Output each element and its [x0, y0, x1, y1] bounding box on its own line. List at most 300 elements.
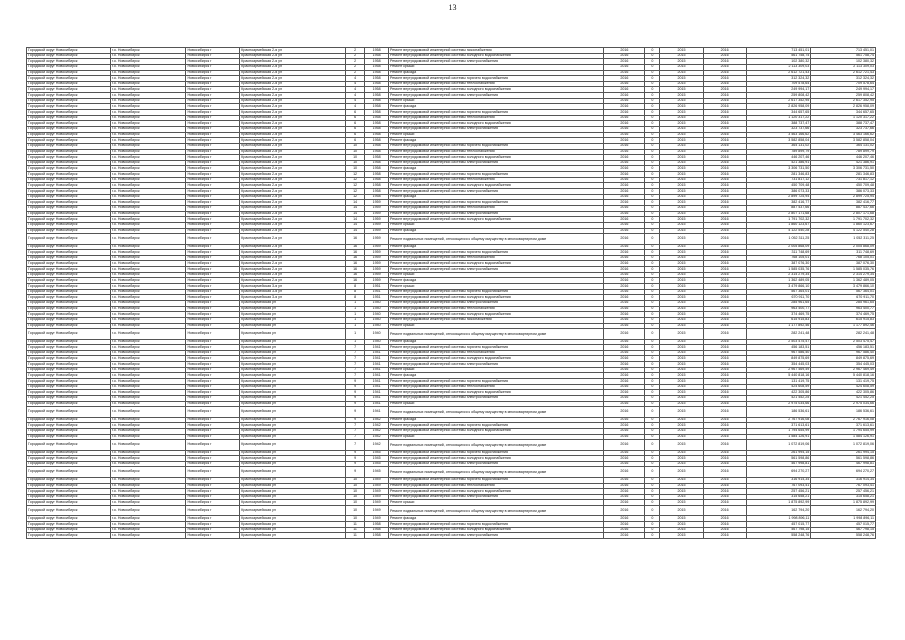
count-cell: 0 [645, 300, 660, 306]
plan-year-cell: 2016 [604, 527, 645, 533]
period-start-cell: 2015 [660, 477, 703, 483]
built-year-cell: 1945 [365, 461, 389, 467]
city-cell: г.о. Новосибирск [111, 428, 186, 434]
period-end-cell: 2016 [703, 132, 746, 138]
cost-cell: 3 582 858,04 [746, 138, 811, 144]
okrug-cell: Городской округ Новосибирск [27, 312, 111, 318]
house-cell: 9 [345, 456, 364, 462]
period-start-cell: 2015 [660, 401, 703, 407]
city-cell: г.о. Новосибирск [111, 93, 186, 99]
city-cell: г.о. Новосибирск [111, 205, 186, 211]
street-cell: Красноармейская 2-я ул [240, 234, 346, 244]
house-cell: 12 [345, 172, 364, 178]
street-cell: Красноармейская 2-я ул [240, 222, 346, 228]
city-cell: г.о. Новосибирск [111, 138, 186, 144]
cost-cell: 670 911,70 [746, 295, 811, 301]
period-end-cell: 2016 [703, 417, 746, 423]
work-type-cell: Ремонт внутридомовой инженерной системы электроснабжения [388, 189, 603, 195]
total-cell: 2 005 868,09 [811, 244, 876, 250]
built-year-cell: 1949 [365, 494, 389, 500]
plan-year-cell: 2016 [604, 306, 645, 312]
okrug-cell: Городской округ Новосибирск [27, 81, 111, 87]
total-cell: 374 469,75 [811, 312, 876, 318]
plan-year-cell: 2016 [604, 121, 645, 127]
period-start-cell: 2015 [660, 183, 703, 189]
city-cell: г.о. Новосибирск [111, 295, 186, 301]
city-cell: г.о. Новосибирск [111, 64, 186, 70]
okrug-cell: Городской округ Новосибирск [27, 222, 111, 228]
total-cell: 424 608,59 [811, 384, 876, 390]
period-end-cell: 2016 [703, 456, 746, 462]
house-cell: 2 [345, 53, 364, 59]
period-end-cell: 2016 [703, 115, 746, 121]
house-cell: 14 [345, 200, 364, 206]
okrug-cell: Городской округ Новосибирск [27, 434, 111, 440]
built-year-cell: 1958 [365, 149, 389, 155]
okrug-cell: Городской округ Новосибирск [27, 500, 111, 506]
period-start-cell: 2015 [660, 350, 703, 356]
work-type-cell: Ремонт внутридомовой инженерной системы горячего водоснабжения [388, 289, 603, 295]
okrug-cell: Городской округ Новосибирск [27, 64, 111, 70]
work-type-cell: Ремонт фасада [388, 228, 603, 234]
work-type-cell: Ремонт фасада [388, 104, 603, 110]
cost-cell: 2 826 958,09 [746, 104, 811, 110]
okrug-cell: Городской округ Новосибирск [27, 183, 111, 189]
total-cell: 2 617 352,95 [811, 98, 876, 104]
okrug-cell: Городской округ Новосибирск [27, 506, 111, 516]
total-cell: 1 875 892,99 [811, 500, 876, 506]
period-start-cell: 2015 [660, 234, 703, 244]
house-cell: 9 [345, 417, 364, 423]
house-cell: 9 [345, 450, 364, 456]
cost-cell: 2 617 352,95 [746, 98, 811, 104]
period-end-cell: 2016 [703, 250, 746, 256]
street-cell: Красноармейская 2-я ул [240, 205, 346, 211]
period-start-cell: 2015 [660, 390, 703, 396]
house-cell: 14 [345, 228, 364, 234]
house-cell: 8 [345, 284, 364, 290]
table-row [27, 407, 876, 417]
plan-year-cell: 2016 [604, 53, 645, 59]
period-end-cell: 2016 [703, 527, 746, 533]
street-cell: Красноармейская ул [240, 417, 346, 423]
house-cell: 6 [345, 132, 364, 138]
total-cell: 421 386,91 [811, 160, 876, 166]
street-cell: Красноармейская 2-я ул [240, 149, 346, 155]
count-cell: 0 [645, 407, 660, 417]
plan-year-cell: 2016 [604, 267, 645, 273]
cost-cell: 1 998 896,11 [746, 516, 811, 522]
house-cell: 4 [345, 98, 364, 104]
plan-year-cell: 2016 [604, 339, 645, 345]
work-type-cell: Ремонт внутридомовой инженерной системы электроснабжения [388, 126, 603, 132]
street-cell: Красноармейская ул [240, 306, 346, 312]
house-cell: 1 [345, 329, 364, 339]
okrug-cell: Городской округ Новосибирск [27, 70, 111, 76]
work-type-cell: Ремонт внутридомовой инженерной системы теплоснабжения [388, 177, 603, 183]
built-year-cell: 1942 [365, 434, 389, 440]
plan-year-cell: 2016 [604, 138, 645, 144]
okrug-cell: Городской округ Новосибирск [27, 450, 111, 456]
plan-year-cell: 2016 [604, 205, 645, 211]
house-cell: 11 [345, 533, 364, 539]
period-end-cell: 2016 [703, 155, 746, 161]
city-cell: г.о. Новосибирск [111, 522, 186, 528]
house-cell: 9 [345, 407, 364, 417]
count-cell: 0 [645, 489, 660, 495]
total-cell: 3 479 866,10 [811, 284, 876, 290]
total-cell: 386 073,33 [811, 189, 876, 195]
built-year-cell: 1958 [365, 183, 389, 189]
settlement-cell: Новосибирск г [186, 489, 240, 495]
street-cell: Красноармейская ул [240, 373, 346, 379]
cost-cell: 323 737,66 [746, 126, 811, 132]
settlement-cell: Новосибирск г [186, 155, 240, 161]
count-cell: 0 [645, 149, 660, 155]
built-year-cell: 1959 [365, 222, 389, 228]
period-end-cell: 2016 [703, 244, 746, 250]
work-type-cell: Ремонт внутридомовой инженерной системы электроснабжения [388, 267, 603, 273]
plan-year-cell: 2016 [604, 516, 645, 522]
okrug-cell: Городской округ Новосибирск [27, 149, 111, 155]
city-cell: г.о. Новосибирск [111, 261, 186, 267]
total-cell: 457 015,77 [811, 522, 876, 528]
city-cell: г.о. Новосибирск [111, 284, 186, 290]
period-end-cell: 2016 [703, 70, 746, 76]
cost-cell: 421 386,91 [746, 160, 811, 166]
city-cell: г.о. Новосибирск [111, 183, 186, 189]
street-cell: Красноармейская 2-я ул [240, 278, 346, 284]
work-type-cell: Ремонт фасада [388, 138, 603, 144]
settlement-cell: Новосибирск г [186, 200, 240, 206]
city-cell: г.о. Новосибирск [111, 373, 186, 379]
okrug-cell: Городской округ Новосибирск [27, 477, 111, 483]
street-cell: Красноармейская 2-я ул [240, 217, 346, 223]
street-cell: Красноармейская 2-я ул [240, 132, 346, 138]
work-type-cell: Ремонт внутридомовой инженерной системы электроснабжения [388, 362, 603, 368]
plan-year-cell: 2016 [604, 183, 645, 189]
count-cell: 0 [645, 183, 660, 189]
total-cell: 2 503 475,47 [811, 339, 876, 345]
period-end-cell: 2016 [703, 149, 746, 155]
okrug-cell: Городской округ Новосибирск [27, 367, 111, 373]
okrug-cell: Городской округ Новосибирск [27, 160, 111, 166]
built-year-cell: 1941 [365, 384, 389, 390]
city-cell: г.о. Новосибирск [111, 81, 186, 87]
okrug-cell: Городской округ Новосибирск [27, 200, 111, 206]
count-cell: 0 [645, 261, 660, 267]
street-cell: Красноармейская 2-я ул [240, 183, 346, 189]
okrug-cell: Городской округ Новосибирск [27, 177, 111, 183]
total-cell: 887 437,66 [811, 205, 876, 211]
cost-cell: 467 798,15 [746, 527, 811, 533]
work-type-cell: Ремонт внутридомовой инженерной системы холодного водоснабжения [388, 527, 603, 533]
okrug-cell: Городской округ Новосибирск [27, 494, 111, 500]
settlement-cell: Новосибирск г [186, 76, 240, 82]
house-cell: 4 [345, 81, 364, 87]
plan-year-cell: 2016 [604, 456, 645, 462]
settlement-cell: Новосибирск г [186, 132, 240, 138]
built-year-cell: 1951 [365, 295, 389, 301]
cost-cell: 5 440 818,16 [746, 373, 811, 379]
built-year-cell: 1958 [365, 70, 389, 76]
built-year-cell: 1940 [365, 329, 389, 339]
street-cell: Красноармейская 2-я ул [240, 250, 346, 256]
street-cell: Красноармейская 3-я ул [240, 284, 346, 290]
okrug-cell: Городской округ Новосибирск [27, 250, 111, 256]
cost-cell: 186 536,61 [746, 407, 811, 417]
house-cell: 16 [345, 244, 364, 250]
okrug-cell: Городской округ Новосибирск [27, 306, 111, 312]
work-type-cell: Ремонт подвальных помещений, относящихся к общему имуществу в многоквартирном доме [388, 234, 603, 244]
cost-cell: 2 967 469,49 [746, 367, 811, 373]
street-cell: Красноармейская 2-я ул [240, 110, 346, 116]
work-type-cell: Ремонт внутридомовой инженерной системы газоснабжения [388, 317, 603, 323]
count-cell: 0 [645, 423, 660, 429]
count-cell: 0 [645, 110, 660, 116]
settlement-cell: Новосибирск г [186, 323, 240, 329]
plan-year-cell: 2016 [604, 278, 645, 284]
okrug-cell: Городской округ Новосибирск [27, 104, 111, 110]
settlement-cell: Новосибирск г [186, 278, 240, 284]
settlement-cell: Новосибирск г [186, 345, 240, 351]
house-cell: 12 [345, 183, 364, 189]
work-type-cell: Ремонт внутридомовой инженерной системы холодного водоснабжения [388, 456, 603, 462]
built-year-cell: 1958 [365, 160, 389, 166]
count-cell: 0 [645, 189, 660, 195]
period-start-cell: 2015 [660, 379, 703, 385]
built-year-cell: 1941 [365, 401, 389, 407]
city-cell: г.о. Новосибирск [111, 115, 186, 121]
count-cell: 0 [645, 390, 660, 396]
period-start-cell: 2015 [660, 489, 703, 495]
built-year-cell: 1940 [365, 317, 389, 323]
total-cell: 249 994,17 [811, 87, 876, 93]
count-cell: 0 [645, 70, 660, 76]
built-year-cell: 1958 [365, 132, 389, 138]
street-cell: Красноармейская ул [240, 401, 346, 407]
total-cell: 789 899,79 [811, 149, 876, 155]
total-cell: 670 911,70 [811, 295, 876, 301]
settlement-cell: Новосибирск г [186, 467, 240, 477]
plan-year-cell: 2016 [604, 177, 645, 183]
okrug-cell: Городской округ Новосибирск [27, 467, 111, 477]
okrug-cell: Городской округ Новосибирск [27, 59, 111, 65]
period-start-cell: 2015 [660, 110, 703, 116]
total-cell: 2 612 721,43 [811, 70, 876, 76]
plan-year-cell: 2016 [604, 98, 645, 104]
period-end-cell: 2016 [703, 234, 746, 244]
okrug-cell: Городской округ Новосибирск [27, 395, 111, 401]
street-cell: Красноармейская 2-я ул [240, 228, 346, 234]
okrug-cell: Городской округ Новосибирск [27, 516, 111, 522]
period-end-cell: 2016 [703, 300, 746, 306]
repair-program-table [26, 47, 876, 539]
total-cell: 102 380,32 [811, 59, 876, 65]
street-cell: Красноармейская 2-я ул [240, 59, 346, 65]
work-type-cell: Ремонт внутридомовой инженерной системы электроснабжения [388, 494, 603, 500]
plan-year-cell: 2016 [604, 76, 645, 82]
settlement-cell: Новосибирск г [186, 194, 240, 200]
plan-year-cell: 2016 [604, 143, 645, 149]
total-cell: 1 998 896,11 [811, 516, 876, 522]
settlement-cell: Новосибирск г [186, 533, 240, 539]
period-start-cell: 2015 [660, 407, 703, 417]
period-start-cell: 2015 [660, 461, 703, 467]
city-cell: г.о. Новосибирск [111, 367, 186, 373]
work-type-cell: Ремонт внутридомовой инженерной системы горячего водоснабжения [388, 450, 603, 456]
work-type-cell: Ремонт фасада [388, 244, 603, 250]
total-cell: 1 584 126,91 [811, 434, 876, 440]
plan-year-cell: 2016 [604, 272, 645, 278]
plan-year-cell: 2016 [604, 345, 645, 351]
plan-year-cell: 2016 [604, 115, 645, 121]
house-cell: 1 [345, 306, 364, 312]
work-type-cell: Ремонт фасада [388, 373, 603, 379]
period-end-cell: 2016 [703, 339, 746, 345]
house-cell: 9 [345, 395, 364, 401]
cost-cell: 386 073,33 [746, 189, 811, 195]
work-type-cell: Ремонт внутридомовой инженерной системы теплоснабжения [388, 205, 603, 211]
built-year-cell: 1958 [365, 76, 389, 82]
total-cell: 446 207,46 [811, 155, 876, 161]
period-end-cell: 2016 [703, 222, 746, 228]
okrug-cell: Городской округ Новосибирск [27, 323, 111, 329]
city-cell: г.о. Новосибирск [111, 450, 186, 456]
built-year-cell: 1958 [365, 87, 389, 93]
city-cell: г.о. Новосибирск [111, 516, 186, 522]
street-cell: Красноармейская ул [240, 516, 346, 522]
total-cell: 387 076,30 [811, 261, 876, 267]
city-cell: г.о. Новосибирск [111, 194, 186, 200]
count-cell: 0 [645, 278, 660, 284]
cost-cell: 709 578,64 [746, 81, 811, 87]
city-cell: г.о. Новосибирск [111, 390, 186, 396]
built-year-cell: 1949 [365, 506, 389, 516]
settlement-cell: Новосибирск г [186, 250, 240, 256]
street-cell: Красноармейская 2-я ул [240, 126, 346, 132]
plan-year-cell: 2016 [604, 477, 645, 483]
cost-cell: 102 380,32 [746, 59, 811, 65]
built-year-cell: 1959 [365, 250, 389, 256]
period-end-cell: 2016 [703, 143, 746, 149]
street-cell: Красноармейская ул [240, 434, 346, 440]
house-cell: 10 [345, 489, 364, 495]
city-cell: г.о. Новосибирск [111, 384, 186, 390]
table-row [27, 234, 876, 244]
cost-cell: 344 657,65 [746, 110, 811, 116]
plan-year-cell: 2016 [604, 87, 645, 93]
plan-year-cell: 2016 [604, 217, 645, 223]
cost-cell: 450 709,48 [746, 183, 811, 189]
built-year-cell: 1941 [365, 367, 389, 373]
work-type-cell: Ремонт внутридомовой инженерной системы горячего водоснабжения [388, 522, 603, 528]
plan-year-cell: 2016 [604, 434, 645, 440]
period-end-cell: 2016 [703, 104, 746, 110]
total-cell: 354 445,03 [811, 362, 876, 368]
count-cell: 0 [645, 295, 660, 301]
street-cell: Красноармейская ул [240, 367, 346, 373]
period-start-cell: 2015 [660, 205, 703, 211]
plan-year-cell: 2016 [604, 367, 645, 373]
period-start-cell: 2015 [660, 306, 703, 312]
city-cell: г.о. Новосибирск [111, 323, 186, 329]
settlement-cell: Новосибирск г [186, 461, 240, 467]
total-cell: 2 899 725,94 [811, 194, 876, 200]
work-type-cell: Ремонт внутридомовой инженерной системы теплоснабжения [388, 483, 603, 489]
okrug-cell: Городской округ Новосибирск [27, 110, 111, 116]
house-cell: 10 [345, 516, 364, 522]
built-year-cell: 1958 [365, 93, 389, 99]
city-cell: г.о. Новосибирск [111, 110, 186, 116]
period-start-cell: 2015 [660, 211, 703, 217]
built-year-cell: 1942 [365, 423, 389, 429]
street-cell: Красноармейская 2-я ул [240, 211, 346, 217]
city-cell: г.о. Новосибирск [111, 401, 186, 407]
period-start-cell: 2015 [660, 329, 703, 339]
okrug-cell: Городской округ Новосибирск [27, 244, 111, 250]
built-year-cell: 1959 [365, 244, 389, 250]
period-end-cell: 2016 [703, 267, 746, 273]
cost-cell: 364 131,02 [746, 143, 811, 149]
period-end-cell: 2016 [703, 379, 746, 385]
city-cell: г.о. Новосибирск [111, 506, 186, 516]
cost-cell: 446 207,46 [746, 155, 811, 161]
count-cell: 0 [645, 379, 660, 385]
okrug-cell: Городской округ Новосибирск [27, 98, 111, 104]
street-cell: Красноармейская 2-я ул [240, 244, 346, 250]
okrug-cell: Городской округ Новосибирск [27, 211, 111, 217]
city-cell: г.о. Новосибирск [111, 434, 186, 440]
settlement-cell: Новосибирск г [186, 143, 240, 149]
plan-year-cell: 2016 [604, 312, 645, 318]
total-cell: 285 961,65 [811, 300, 876, 306]
work-type-cell: Ремонт крыши [388, 367, 603, 373]
okrug-cell: Городской округ Новосибирск [27, 483, 111, 489]
period-end-cell: 2016 [703, 516, 746, 522]
city-cell: г.о. Новосибирск [111, 53, 186, 59]
house-cell: 7 [345, 440, 364, 450]
city-cell: г.о. Новосибирск [111, 456, 186, 462]
period-end-cell: 2016 [703, 362, 746, 368]
total-cell: 767 093,41 [811, 483, 876, 489]
street-cell: Красноармейская 2-я ул [240, 177, 346, 183]
okrug-cell: Городской округ Новосибирск [27, 345, 111, 351]
built-year-cell: 1958 [365, 166, 389, 172]
period-start-cell: 2015 [660, 138, 703, 144]
plan-year-cell: 2016 [604, 166, 645, 172]
period-start-cell: 2015 [660, 177, 703, 183]
okrug-cell: Городской округ Новосибирск [27, 456, 111, 462]
period-end-cell: 2016 [703, 228, 746, 234]
plan-year-cell: 2016 [604, 160, 645, 166]
settlement-cell: Новосибирск г [186, 350, 240, 356]
okrug-cell: Городской округ Новосибирск [27, 205, 111, 211]
cost-cell: 467 998,81 [746, 461, 811, 467]
cost-cell: 1 585 035,76 [746, 267, 811, 273]
cost-cell: 967 586,40 [746, 350, 811, 356]
plan-year-cell: 2016 [604, 489, 645, 495]
built-year-cell: 1958 [365, 98, 389, 104]
house-cell: 9 [345, 461, 364, 467]
work-type-cell: Ремонт крыши [388, 98, 603, 104]
okrug-cell: Городской округ Новосибирск [27, 379, 111, 385]
city-cell: г.о. Новосибирск [111, 217, 186, 223]
period-start-cell: 2015 [660, 53, 703, 59]
built-year-cell: 1958 [365, 155, 389, 161]
street-cell: Красноармейская 2-я ул [240, 255, 346, 261]
period-end-cell: 2016 [703, 200, 746, 206]
